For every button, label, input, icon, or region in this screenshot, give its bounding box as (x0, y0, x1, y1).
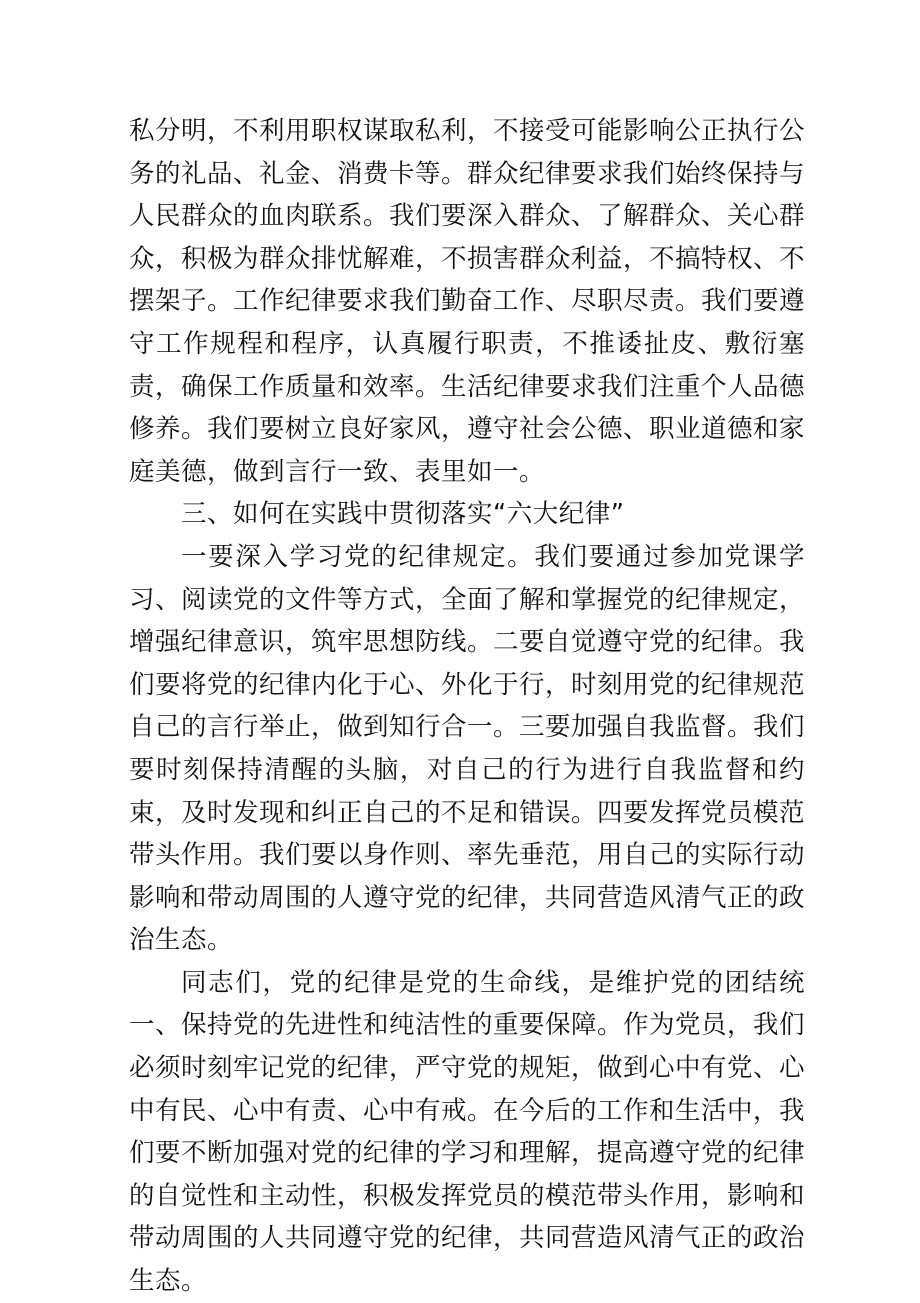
paragraph-practice: 一要深入学习党的纪律规定。我们要通过参加党课学习、阅读党的文件等方式，全面了解和掌握党的纪律规定，增强纪律意识，筑牢思想防线。二要自觉遵守党的纪律。我们要将党的纪律内化于心、外化于行，时刻用党的纪律规范自己的言行举止，做到知行合一。三要加强自我监督。我们要时刻保持清醒的头脑，对自己的行为进行自我监督和约束，及时发现和纠正自己的不足和错误。四要发挥党员模范带头作用。我们要以身作则、率先垂范，用自己的实际行动影响和带动周围的人遵守党的纪律，共同营造风清气正的政治生态。 (129, 541, 806, 956)
section-heading: 三、如何在实践中贯彻落实“六大纪律” (181, 499, 625, 530)
paragraph-closing: 同志们，党的纪律是党的生命线，是维护党的团结统一、保持党的先进性和纯洁性的重要保障。作为党员，我们必须时刻牢记党的纪律，严守党的规矩，做到心中有党、心中有民、心中有责、心中有戒。在今后的工作和生活中，我们要不断加强对党的纪律的学习和理解，提高遵守党的纪律的自觉性和主动性，积极发挥党员的模范带头作用，影响和带动周围的人共同遵守党的纪律，共同营造风清气正的政治生态。 (129, 967, 806, 1297)
document-body (129, 110, 805, 1303)
paragraph-continuation: 私分明，不利用职权谋取私利，不接受可能影响公正执行公务的礼品、礼金、消费卡等。群众纪律要求我们始终保持与人民群众的血肉联系。我们要深入群众、了解群众、关心群众，积极为群众排忧解难，不损害群众利益，不搞特权、不摆架子。工作纪律要求我们勤奋工作、尽职尽责。我们要遵守工作规程和程序，认真履行职责，不推诿扯皮、敷衍塞责，确保工作质量和效率。生活纪律要求我们注重个人品德修养。我们要树立良好家风，遵守社会公德、职业道德和家庭美德，做到言行一致、表里如一。 (129, 116, 806, 487)
